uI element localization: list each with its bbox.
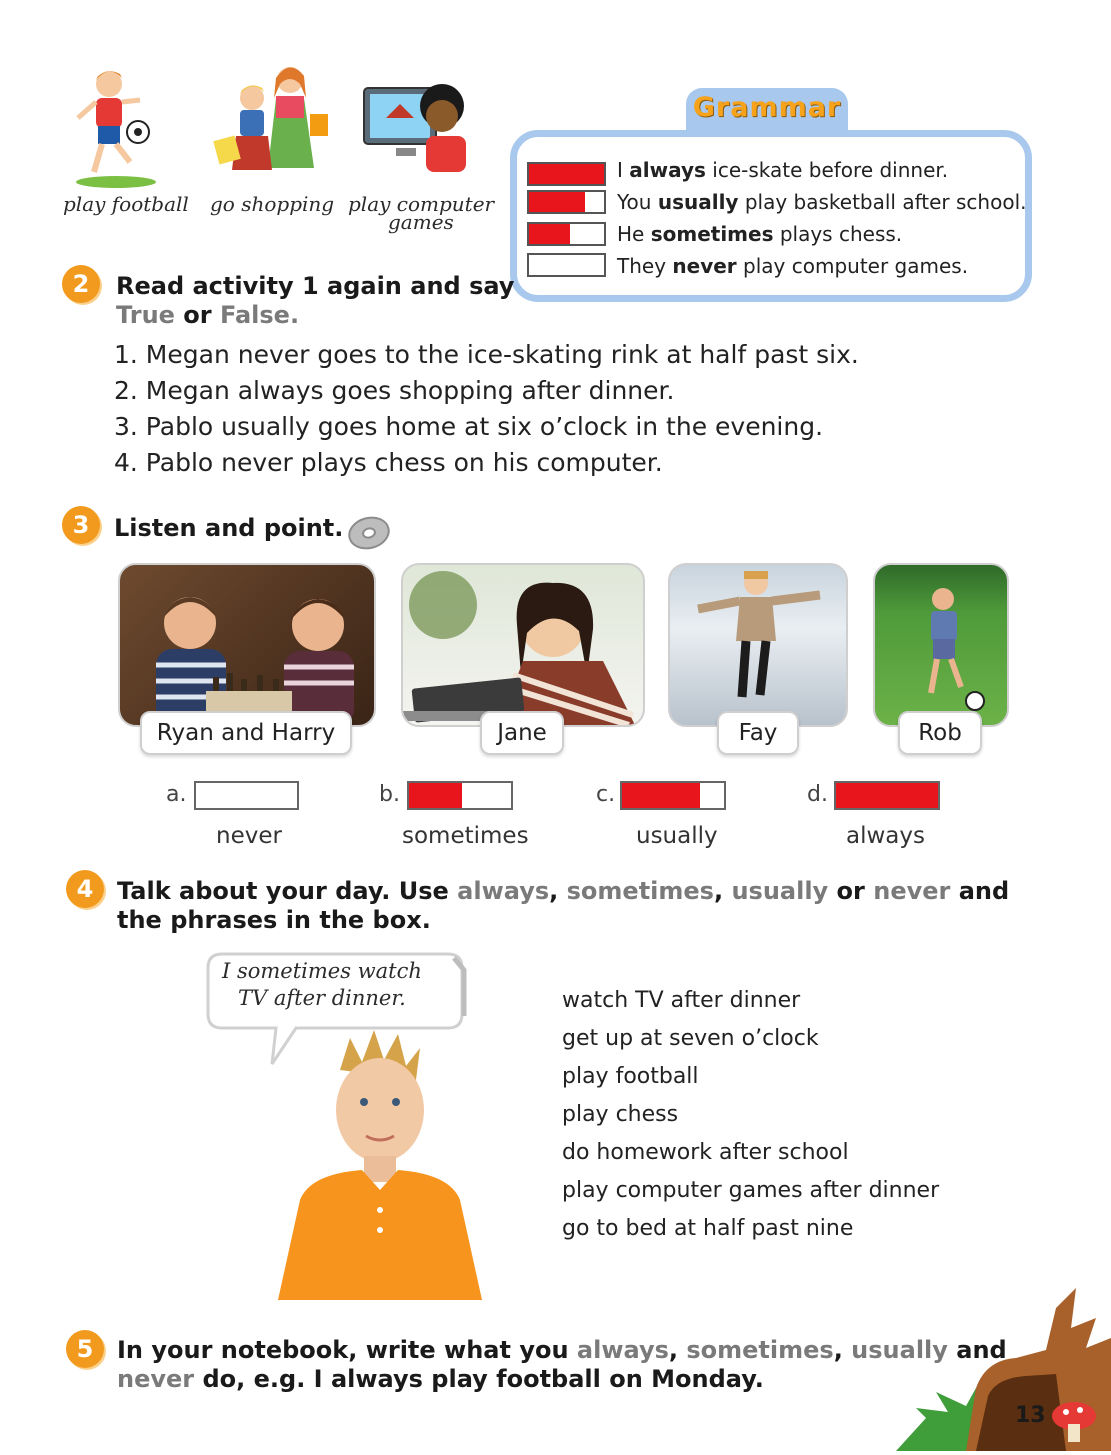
scale-bar-usually[interactable]	[620, 781, 726, 810]
phrase-2: get up at seven o’clock	[562, 1026, 819, 1051]
speech-bubble-line-2: TV after dinner.	[238, 986, 406, 1010]
vocab-shopping-illustration	[210, 58, 334, 186]
photo-name-rob: Rob	[898, 711, 982, 755]
activity-5-number: 5	[66, 1330, 104, 1368]
grammar-sentence-4: They never play computer games.	[617, 254, 969, 278]
scale-word-always: always	[846, 823, 925, 849]
activity-4-heading: Talk about your day. Use always, sometimes, usually or never and the phrases in the box.	[117, 877, 1010, 934]
grammar-bar-sometimes	[527, 222, 606, 246]
grammar-bar-never	[527, 253, 606, 277]
vocab-label-computer: play computer	[348, 192, 495, 216]
phrase-5: do homework after school	[562, 1140, 849, 1165]
scale-letter-b: b.	[379, 782, 400, 807]
photo-fay	[668, 563, 848, 727]
activity-2-item-2: 2. Megan always goes shopping after dinner.	[114, 376, 675, 405]
grammar-sentence-1: I always ice-skate before dinner.	[617, 158, 949, 182]
vocab-label-shopping: go shopping	[210, 192, 335, 216]
grammar-sentence-2: You usually play basketball after school.	[617, 190, 1027, 214]
boy-photo	[270, 1010, 490, 1300]
photo-ryan-and-harry	[118, 563, 376, 727]
vocab-label-football: play football	[63, 192, 189, 216]
photo-name-fay: Fay	[717, 711, 799, 755]
photo-name-jane: Jane	[480, 711, 564, 755]
vocab-label-computer-games: games	[388, 210, 454, 234]
activity-2-item-1: 1. Megan never goes to the ice-skating rink at half past six.	[114, 340, 859, 369]
activity-5-heading: In your notebook, write what you always, sometimes, usually and never do, e.g. I always play football on Monday.	[117, 1336, 1007, 1393]
scale-letter-d: d.	[807, 782, 828, 807]
scale-word-never: never	[216, 823, 282, 849]
activity-2-item-4: 4. Pablo never plays chess on his computer.	[114, 448, 663, 477]
phrase-4: play chess	[562, 1102, 679, 1127]
activity-3-heading: Listen and point.	[114, 514, 344, 542]
vocab-computer-illustration	[362, 80, 472, 176]
scale-letter-c: c.	[596, 782, 616, 807]
phrase-7: go to bed at half past nine	[562, 1216, 854, 1241]
grammar-bar-usually	[527, 190, 606, 214]
scale-word-sometimes: sometimes	[402, 823, 529, 849]
cd-audio-icon[interactable]	[346, 515, 392, 551]
speech-bubble-line-1: I sometimes watch	[222, 959, 422, 983]
activity-2-heading: Read activity 1 again and say True or False.	[116, 272, 515, 329]
activity-2-number: 2	[62, 265, 100, 303]
tree-stump-decoration	[896, 1288, 1111, 1451]
page-number: 13	[1015, 1403, 1046, 1428]
phrase-6: play computer games after dinner	[562, 1178, 940, 1203]
photo-name-ryan-and-harry: Ryan and Harry	[140, 711, 352, 755]
photo-jane	[401, 563, 645, 727]
grammar-bar-always	[527, 162, 606, 186]
scale-letter-a: a.	[166, 782, 187, 807]
grammar-sentence-3: He sometimes plays chess.	[617, 222, 903, 246]
scale-word-usually: usually	[636, 823, 718, 849]
phrase-3: play football	[562, 1064, 699, 1089]
activity-4-number: 4	[66, 870, 104, 908]
activity-2-item-3: 3. Pablo usually goes home at six o’clock in the evening.	[114, 412, 824, 441]
activity-3-number: 3	[62, 506, 100, 544]
scale-bar-never[interactable]	[194, 781, 299, 810]
phrase-1: watch TV after dinner	[562, 988, 801, 1013]
vocab-football-illustration	[64, 62, 164, 190]
photo-rob	[873, 563, 1009, 727]
scale-bar-always[interactable]	[834, 781, 940, 810]
grammar-title: Grammar	[692, 92, 842, 123]
scale-bar-sometimes[interactable]	[407, 781, 513, 810]
